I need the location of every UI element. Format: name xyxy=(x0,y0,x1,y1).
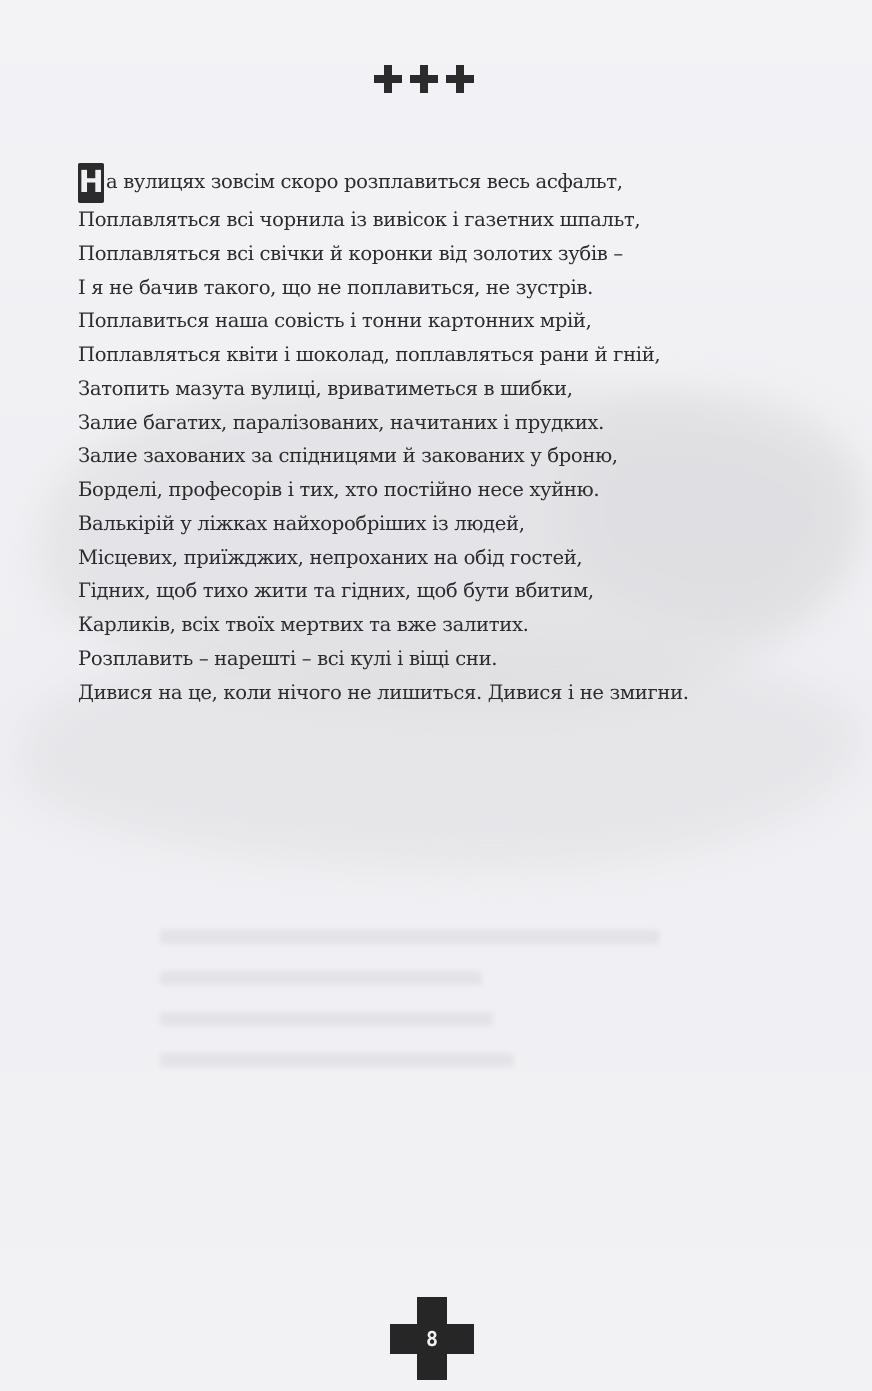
poem-line: Поплавляться всі чорнила із вивісок і газетних шпальт, xyxy=(78,208,641,231)
drop-cap: Н xyxy=(78,163,104,203)
poem-text xyxy=(78,163,858,709)
poem-line: Розплавить – нарешті – всі кулі і віщі сни. xyxy=(78,646,498,670)
poem-line: Дивися на це, коли нічого не лишиться. Дивися і не змигни. xyxy=(78,680,689,704)
poem-line: Залие багатих, паралізованих, начитаних і прудких. xyxy=(78,410,604,434)
poem-line: Гідних, щоб тихо жити та гідних, щоб бути вбитим, xyxy=(78,579,594,603)
poem-line: Валькірій у ліжках найхоробріших із людей, xyxy=(78,511,525,535)
poem-line: Карликів, всіх твоїх мертвих та вже залитих. xyxy=(78,613,529,636)
triple-cross-ornament-icon xyxy=(372,62,476,96)
poem-line: Поплавляться квіти і шоколад, поплавляться рани й гній, xyxy=(78,343,661,366)
poem-line: Місцевих, приїжджих, непроханих на обід гостей, xyxy=(78,545,583,569)
bleed-through-text xyxy=(160,930,680,1094)
page-number: 8 xyxy=(425,1327,439,1351)
poem-line: Поплавляться всі свічки й коронки від золотих зубів – xyxy=(78,241,623,265)
poem-line: Залие захованих за спідницями й закованих у броню, xyxy=(78,444,618,468)
poem-line: Поплавиться наша совість і тонни картонних мрій, xyxy=(78,309,592,333)
poem-line: І я не бачив такого, що не поплавиться, не зустрів. xyxy=(78,275,593,299)
poem-line: Борделі, професорів і тих, хто постійно несе хуйню. xyxy=(78,478,600,501)
poem-line: Н а вулицях зовсім скоро розплавиться весь асфальт, xyxy=(78,163,858,203)
poem-line: Затопить мазута вулиці, вриватиметься в шибки, xyxy=(78,376,573,400)
